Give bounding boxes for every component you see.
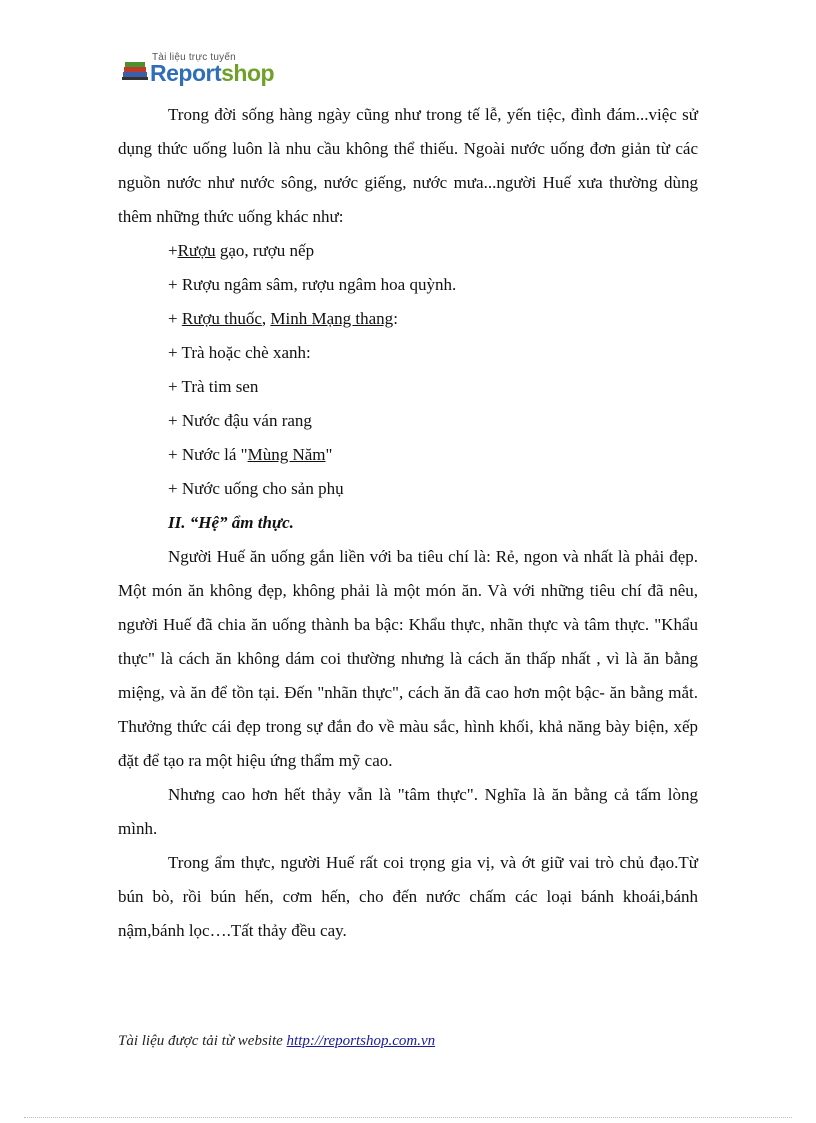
mung-nam-link[interactable]: Mùng Năm <box>247 445 326 464</box>
list-item: + Trà hoặc chè xanh: <box>168 343 311 362</box>
footer-text: Tài liệu được tải từ website <box>118 1033 287 1049</box>
list-item-text: gạo, rượu nếp <box>215 241 315 260</box>
list-item: + Trà tim sen <box>168 377 259 396</box>
page-footer <box>118 1033 435 1050</box>
logo-brand-shop: shop <box>221 60 275 86</box>
logo-brand-report: Report <box>150 60 222 86</box>
list-item <box>118 438 698 472</box>
ruou-thuoc-link[interactable]: Rượu thuốc <box>181 309 262 328</box>
list-item: + Nước uống cho sản phụ <box>168 479 344 498</box>
list-item: + Nước đậu ván rang <box>168 411 312 430</box>
section-paragraph-1: Người Huế ăn uống gắn liền với ba tiêu chí là: Rẻ, ngon và nhất là phải đẹp. Một món ăn không đẹp, không phải là một món ăn. Và với những tiêu chí đã nêu, người Huế đã chia ăn uống thành ba bậc: Khẩu thực, nhãn thực và tâm thực. "Khẩu thực" là cách ăn không dám coi thường nhưng là cách ăn thấp nhất , vì là ăn bằng miệng, và ăn để tồn tại. Đến "nhãn thực", cách ăn đã cao hơn một bậc- ăn bằng mắt. Thưởng thức cái đẹp trong sự đắn đo về màu sắc, hình khối, khả năng bày biện, xếp đặt để tạo ra một hiệu ứng thẩm mỹ cao. <box>118 547 698 770</box>
page-bottom-divider <box>24 1117 792 1118</box>
logo-tagline: Tài liệu trực tuyến <box>152 52 236 63</box>
list-item-suffix: " <box>325 445 333 464</box>
intro-paragraph: Trong đời sống hàng ngày cũng như trong tế lễ, yến tiệc, đình đám...việc sử dụng thức uống luôn là nhu cầu không thể thiếu. Ngoài nước uống đơn giản từ các nguồn nước như nước sông, nước giếng, nước mưa...người Huế xưa thường dùng thêm những thức uống khác như: <box>118 105 698 226</box>
ruou-link[interactable]: Rượu <box>177 241 216 260</box>
list-item <box>118 234 698 268</box>
section-paragraph-2: Nhưng cao hơn hết thảy vẫn là "tâm thực". Nghĩa là ăn bằng cả tấm lòng mình. <box>118 785 698 838</box>
books-icon <box>122 58 148 82</box>
footer-link[interactable]: http://reportshop.com.vn <box>286 1033 436 1049</box>
section-heading: II. “Hệ” ẩm thực. <box>168 513 294 532</box>
list-item: + Rượu ngâm sâm, rượu ngâm hoa quỳnh. <box>168 275 457 294</box>
list-item-suffix: : <box>393 309 398 328</box>
list-item-prefix: + <box>168 241 178 260</box>
minh-mang-thang-link[interactable]: Minh Mạng thang <box>270 309 394 328</box>
list-item-prefix: + Nước lá " <box>168 445 248 464</box>
document-body <box>118 98 698 948</box>
logo-brand <box>150 60 274 87</box>
list-item-separator: , <box>261 309 271 328</box>
list-item-prefix: + <box>168 309 182 328</box>
section-paragraph-3: Trong ẩm thực, người Huế rất coi trọng gia vị, và ớt giữ vai trò chủ đạo.Từ bún bò, rồi bún hến, cơm hến, cho đến nước chấm các loại bánh khoái,bánh nậm,bánh lọc….Tất thảy đều cay. <box>118 853 698 940</box>
list-item <box>118 302 698 336</box>
reportshop-logo <box>122 52 282 88</box>
